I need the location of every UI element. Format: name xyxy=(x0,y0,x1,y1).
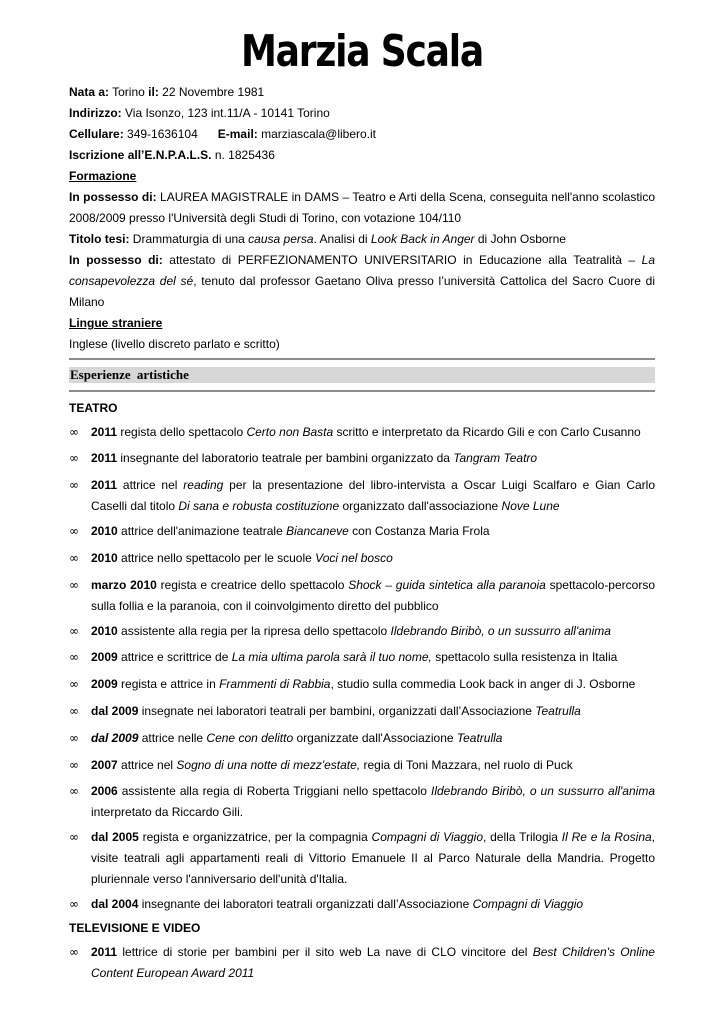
infinity-bullet-icon: ∞ xyxy=(69,677,79,691)
item-title: Teatrulla xyxy=(456,731,503,745)
item-year: 2010 xyxy=(91,624,118,638)
item-text: , studio sulla commedia xyxy=(330,677,460,691)
item-text: assistente alla regia per la ripresa dello spettacolo xyxy=(117,624,391,638)
item-title: Di sana e robusta costituzione xyxy=(178,499,340,513)
birth-city: Torino xyxy=(109,85,149,99)
item-title: Cene con delitto xyxy=(206,731,294,745)
item-title: La mia ultima parola sarà il tuo nome, xyxy=(231,650,432,664)
thesis-text-a: Drammaturgia di una xyxy=(129,232,249,246)
item-text: attrice nel xyxy=(117,478,184,492)
section-bar-title: Esperienze artistiche xyxy=(70,367,189,382)
item-text: , della Trilogia xyxy=(483,830,562,844)
item-text: spettacolo-percorso sulla follia e la paranoia, con il coinvolgimento diretto del pubblico xyxy=(91,578,655,613)
divider-bottom xyxy=(69,390,655,392)
item-year: dal 2009 xyxy=(91,731,139,745)
item-year: 2011 xyxy=(91,425,118,439)
perfezionamento-text-b: La consapevolezza del sé xyxy=(69,253,655,288)
item-text: per la presentazione del libro-intervista a Oscar Luigi Scalfaro e Gian Carlo Caselli dal titolo xyxy=(91,478,655,513)
item-text: Look back in anger xyxy=(459,677,561,691)
item-title: Frammenti di Rabbia xyxy=(219,677,331,691)
item-text: organizzate dall'Associazione xyxy=(293,731,457,745)
contact-line xyxy=(69,124,655,145)
personal-info xyxy=(69,82,655,355)
lingue-text: Inglese (livello discreto parlato e scritto) xyxy=(69,337,280,351)
thesis-text-d: Look Back in Anger xyxy=(370,232,475,246)
item-year: 2009 xyxy=(91,650,118,664)
item-title: Best Children's Online Content European Award 2011 xyxy=(91,945,655,980)
email-value: marziascala@libero.it xyxy=(257,127,376,141)
perfezionamento-label: In possesso di: xyxy=(69,253,163,267)
item-year: 2011 xyxy=(91,945,118,959)
infinity-bullet-icon: ∞ xyxy=(69,451,79,465)
item-text: attrice e scrittrice de xyxy=(117,650,232,664)
phone-value: 349-1636104 xyxy=(123,127,198,141)
item-text: attrice nel xyxy=(117,758,177,772)
item-year: 2007 xyxy=(91,758,118,772)
item-text: attrice nello spettacolo per le scuole xyxy=(117,551,316,565)
item-year: 2006 xyxy=(91,784,118,798)
item-year: dal 2004 xyxy=(91,897,139,911)
infinity-bullet-icon: ∞ xyxy=(69,945,79,959)
item-title: Tangram Teatro xyxy=(453,451,538,465)
item-title: Sogno di una notte di mezz'estate, xyxy=(176,758,361,772)
item-text: interpretato da Riccardo Gili. xyxy=(91,805,244,819)
degree-label: In possesso di: xyxy=(69,190,157,204)
item-title: Compagni di Viaggio xyxy=(371,830,483,844)
item-text: regia di Toni Mazzara, nel ruolo di Puck xyxy=(360,758,573,772)
divider-top xyxy=(69,358,655,360)
enpals-label: Iscrizione all’E.N.P.A.L.S. xyxy=(69,148,212,162)
item-title: Shock – guida sintetica alla paranoia xyxy=(348,578,546,592)
item-text: organizzato dall'associazione xyxy=(339,499,502,513)
item-text: con Costanza Maria Frola xyxy=(348,524,490,538)
birth-label: Nata a: xyxy=(69,85,110,99)
item-text: insegnante del laboratorio teatrale per bambini organizzato da xyxy=(117,451,454,465)
item-title: Il Re e la Rosina xyxy=(561,830,652,844)
item-text: di J. Osborne xyxy=(560,677,636,691)
phone-label: Cellulare: xyxy=(69,127,124,141)
address-value: Via Isonzo, 123 int.11/A - 10141 Torino xyxy=(121,106,330,120)
item-text: regista e creatrice dello spettacolo xyxy=(156,578,349,592)
thesis-text-b: causa persa xyxy=(248,232,314,246)
item-title: Voci nel bosco xyxy=(315,551,393,565)
thesis-text-e: di John Osborne xyxy=(474,232,566,246)
infinity-bullet-icon: ∞ xyxy=(69,897,79,911)
infinity-bullet-icon: ∞ xyxy=(69,704,79,718)
infinity-bullet-icon: ∞ xyxy=(69,830,79,844)
infinity-bullet-icon: ∞ xyxy=(69,425,79,439)
perfezionamento-text-c: , tenuto dal professor Gaetano Oliva presso l’università Cattolica del Sacro Cuore di Milano xyxy=(69,274,655,309)
cv-name-title: Marzia Scala xyxy=(240,26,484,77)
address-line xyxy=(69,103,655,124)
address-label: Indirizzo: xyxy=(69,106,122,120)
item-text: regista e organizzatrice, per la compagnia xyxy=(138,830,372,844)
item-year: dal 2009 xyxy=(91,704,139,718)
item-text: regista e attrice in xyxy=(117,677,220,691)
item-text: insegnate nei laboratori teatrali per bambini, organizzati dall’Associazione xyxy=(138,704,536,718)
item-title: Certo non Basta xyxy=(246,425,334,439)
infinity-bullet-icon: ∞ xyxy=(69,478,79,492)
birth-date: 22 Novembre 1981 xyxy=(158,85,265,99)
item-title: Ildebrando Biribò, o un sussurro all'anima xyxy=(431,784,655,798)
item-text: scritto e interpretato da Ricardo Gili e con Carlo Cusanno xyxy=(333,425,641,439)
infinity-bullet-icon: ∞ xyxy=(69,624,79,638)
item-year: marzo 2010 xyxy=(91,578,157,592)
item-text: , visite teatrali agli appartamenti reali di Vittorio Emanuele II al Parco Naturale della Mandria. Progetto pluriennale verso l'anniversario dell'unità d'Italia. xyxy=(91,830,656,886)
enpals-value: n. 1825436 xyxy=(211,148,275,162)
item-text: lettrice di storie per bambini per il sito web La nave di CLO vincitore del xyxy=(117,945,533,959)
item-year: 2009 xyxy=(91,677,118,691)
item-text: assistente alla regia di Roberta Triggiani nello spettacolo xyxy=(117,784,431,798)
item-year: 2011 xyxy=(91,451,118,465)
item-text: attrice dell'animazione teatrale xyxy=(117,524,287,538)
thesis-line xyxy=(69,229,655,250)
enpals-line xyxy=(69,145,655,166)
il-label: il: xyxy=(148,85,159,99)
infinity-bullet-icon: ∞ xyxy=(69,524,79,538)
degree-paragraph xyxy=(69,187,655,229)
infinity-bullet-icon: ∞ xyxy=(69,784,79,798)
infinity-bullet-icon: ∞ xyxy=(69,551,79,565)
item-title: Compagni di Viaggio xyxy=(472,897,584,911)
item-text: spettacolo sulla resistenza in Italia xyxy=(431,650,618,664)
infinity-bullet-icon: ∞ xyxy=(69,578,79,592)
item-title: Nove Lune xyxy=(501,499,560,513)
tv-heading: TELEVISIONE E VIDEO xyxy=(69,921,201,935)
degree-text: LAUREA MAGISTRALE in DAMS – Teatro e Arti della Scena, conseguita nell'anno scolastico 2008/2009 presso l'Università degli Studi di Torino, con votazione 104/110 xyxy=(69,190,655,225)
infinity-bullet-icon: ∞ xyxy=(69,650,79,664)
item-year: 2011 xyxy=(91,478,118,492)
item-title: reading xyxy=(183,478,224,492)
infinity-bullet-icon: ∞ xyxy=(69,731,79,745)
teatro-heading: TEATRO xyxy=(69,401,118,415)
section-bar xyxy=(69,358,655,392)
perfezionamento-paragraph xyxy=(69,250,655,313)
email-label: E-mail: xyxy=(217,127,258,141)
item-title: Biancaneve xyxy=(286,524,349,538)
item-year: dal 2005 xyxy=(91,830,139,844)
item-year: 2010 xyxy=(91,524,118,538)
item-text: insegnante dei laboratori teatrali organizzati dall’Associazione xyxy=(138,897,473,911)
thesis-text-c: . Analisi di xyxy=(313,232,371,246)
perfezionamento-text-a: attestato di PERFEZIONAMENTO UNIVERSITARIO in Educazione alla Teatralità – xyxy=(162,253,642,267)
infinity-bullet-icon: ∞ xyxy=(69,758,79,772)
formazione-heading: Formazione xyxy=(69,169,137,183)
thesis-label: Titolo tesi: xyxy=(69,232,130,246)
item-year: 2010 xyxy=(91,551,118,565)
lingue-heading: Lingue straniere xyxy=(69,316,163,330)
item-text: attrice nelle xyxy=(138,731,207,745)
birth-line xyxy=(69,82,655,103)
item-title: Teatrulla xyxy=(535,704,581,718)
item-title: Ildebrando Biribò, o un sussurro all'anima xyxy=(390,624,611,638)
item-text: regista dello spettacolo xyxy=(117,425,247,439)
